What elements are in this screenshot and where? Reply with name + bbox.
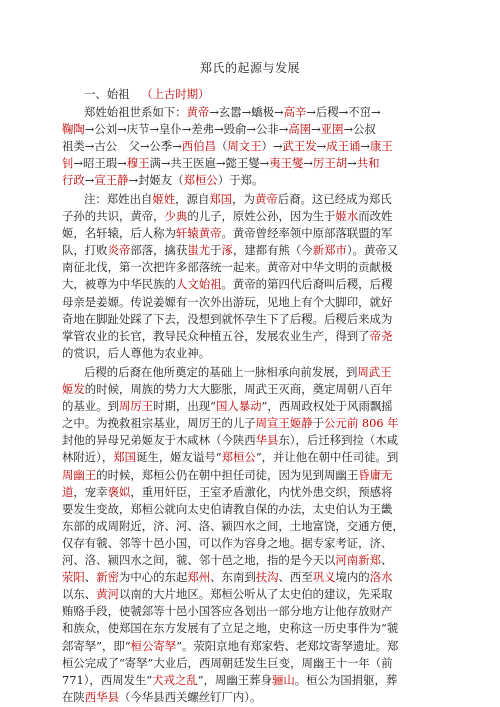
text-span: ，源自 [175,192,210,206]
text-line [62,345,462,362]
hyperlink[interactable]: 道 [62,484,74,499]
hyperlink[interactable]: 宣王静 [94,173,129,188]
hyperlink[interactable]: 姬水 [335,209,359,224]
text-line [62,501,462,518]
text-span: 于 [312,416,325,431]
text-span: 郐寄孥”，即“ [62,638,131,653]
text-span: ”，周幽王葬身 [197,672,272,687]
text-span: →玄嚣→蟜极→ [209,105,284,119]
text-span: 诞生，姬友谥号“ [136,450,222,465]
text-span: ，宠幸 [73,484,108,499]
text-line [62,484,462,501]
text-line [62,449,462,466]
text-span: 时期，出现“ [153,399,216,414]
text-span: → [316,139,327,154]
text-span: 。黄帝曾经率领中原部落联盟的军 [221,226,393,241]
text-line [62,569,462,586]
hyperlink[interactable]: 黄帝 [254,192,278,206]
hyperlink[interactable]: 巩义 [312,570,336,585]
hyperlink[interactable]: 行政 [62,173,85,188]
text-span: →昭王瑕→ [73,156,127,171]
text-span: （ [215,139,228,154]
text-span: 的时候，郑桓公仍在朝中担任司徒，因为见到周幽王 [96,467,359,482]
text-span: 为中心的东起 [119,570,188,585]
text-span: 祖类→古公 父→公季→ [62,139,182,154]
text-span: 贿赂手段，使虢郐等十邑小国答应各划出一部分地方让他存放财产 [62,604,393,619]
hyperlink[interactable]: 郑国 [113,450,137,465]
text-line [62,535,462,552]
text-span: 、东南到 [210,570,256,585]
text-span: 奇地在脚趾处踩了下去，没想到就怀孕生下了后稷。后稷后来成为 [62,311,393,326]
text-span: 境内的 [335,570,370,585]
text-span: 771），西周发生“ [62,672,153,687]
text-span: 的时候，周族的势力大大膨胀，周武王灭商，奠定周朝八百年 [84,382,393,397]
section-heading [62,86,462,103]
hyperlink[interactable]: 共和 [356,156,380,171]
hyperlink[interactable]: 新密 [96,570,119,585]
text-line [62,415,462,432]
lineage-paragraph [62,104,462,189]
heading-label: 一、始祖 [84,87,130,101]
hyperlink[interactable]: 郑桓公 [221,450,256,465]
text-line [62,191,462,208]
text-span: 满→共王医扈→懿王燮→ [149,156,270,171]
hyperlink[interactable]: 公元前 806 年 [324,416,399,431]
note-paragraph [62,191,462,362]
text-span: 桓公完成了“寄孥”大业后，西周朝廷发生巨变，周幽王十一年（前 [62,655,393,670]
text-line [62,121,462,138]
hyperlink[interactable]: 高辛 [283,105,307,119]
text-line [62,311,462,328]
text-span: 而改姓 [358,209,393,224]
hyperlink[interactable]: 桓公寄孥 [130,638,177,653]
text-span: 郑姓始祖世系如下： [84,105,187,119]
text-span: 以东、 [62,587,97,602]
hyperlink[interactable]: 姬姓 [152,192,176,206]
hyperlink[interactable]: 少典 [164,209,188,224]
text-line [62,620,462,637]
hyperlink[interactable]: 康王 [369,139,393,154]
text-line [62,328,462,345]
text-span: 大，被尊为中华民族的 [62,277,176,292]
hyperlink[interactable]: 穆王 [126,156,150,171]
text-span: 母亲是姜嫄。传说姜嫄有一次外出游玩，见地上有个大脚印，就好 [62,294,393,309]
text-line [62,398,462,415]
text-span: 、西至 [278,570,313,585]
document-title: 郑氏的起源与发展 [199,61,300,75]
text-line [62,689,462,706]
text-line [62,225,462,242]
text-span: ”。荥阳京地有郑家砦、老郑坟寄孥遗址。郑 [176,638,399,653]
hyperlink[interactable]: 郑国 [209,192,233,206]
text-line [62,432,462,449]
hyperlink[interactable]: 昏庸无 [358,467,393,482]
text-span: →后稷→不窋→ [306,105,381,119]
text-span: ”，西周政权处于风雨飘摇 [261,399,393,414]
hyperlink[interactable]: 洛水 [369,570,393,585]
hyperlink[interactable]: 炎帝 [107,243,131,258]
text-span: 东部的成周附近，济、河、洛、颍四水之间，土地富饶，交通方便， [62,518,404,533]
hyperlink[interactable]: 姬发 [62,382,85,397]
text-span: ，为 [232,192,255,206]
hyperlink[interactable]: 周文王 [227,139,262,154]
hyperlink[interactable]: 亚圉 [320,122,344,137]
hyperlink[interactable]: 夷王燮 [269,156,304,171]
hyperlink[interactable]: 骊山 [271,672,295,687]
text-line [62,155,462,172]
text-span: → [347,156,357,171]
text-span: 在陕 [62,689,85,704]
hyperlink[interactable]: 西华县 [84,689,119,704]
text-span: ，重用奸臣，王室矛盾激化，内忧外患交织，预感将 [130,484,393,499]
text-span: 后稷的后裔在他所奠定的基础上一脉相承向前发展，到 [84,365,358,379]
text-line [62,208,462,225]
text-span: 南征北伐，第一次把许多部落统一起来。黄帝对中华文明的贡献极 [62,260,393,275]
text-span: ）→ [261,139,283,154]
text-span: 掌管农业的长官，教导民众种植五谷，发展农业生产，得到了 [62,328,370,343]
text-span: 的儿子，原姓公孙，因为生于 [187,209,336,224]
text-span: （今华县西关螺丝钉厂内）。 [118,689,262,704]
text-span: ）于郑。 [217,173,264,188]
hyperlink[interactable]: 涿 [221,243,233,258]
text-span: 封他的异母兄弟姬友于木咸林（今陕西 [62,433,256,448]
text-span: 于 [210,243,222,258]
hyperlink[interactable]: 荥阳 [62,570,85,585]
text-span: 之中。为挽救祖宗基业，周厉王的儿子 [62,416,256,431]
text-line [62,381,462,398]
text-line [62,467,462,484]
text-line [62,172,462,189]
hyperlink[interactable]: 犬戎之乱 [152,672,198,687]
text-line [62,104,462,121]
text-span: 注：郑姓出自 [84,192,153,206]
text-span: 。桓公为国捐躯，葬 [294,672,398,687]
text-line [62,603,462,620]
hyperlink[interactable]: 厉王胡 [312,156,348,171]
text-span: →封姬友（ [128,173,184,188]
text-span: →公叔 [343,122,376,137]
text-line [62,364,462,381]
hyperlink[interactable]: 褒姒 [107,484,131,499]
text-span: → [84,173,95,188]
hyperlink[interactable]: 鞠陶 [62,122,85,137]
text-span: ）。黄帝又 [346,243,399,258]
hyperlink[interactable]: 武王发 [282,139,317,154]
hyperlink[interactable]: 蚩尤 [187,243,211,258]
text-span: →公刘→庆节→皇仆→差弗→毁俞→公非→ [84,122,289,137]
text-span: ，建都有熊（今 [232,243,313,258]
hyperlink[interactable]: 郑桓公 [183,173,218,188]
text-span: 、 [380,553,393,568]
text-line [62,276,462,293]
text-span: 的基业。到 [62,399,119,414]
hyperlink[interactable]: 新郑市 [312,243,347,258]
text-span: 要发生变故，郑桓公就向太史伯请教自保的办法，太史伯认为王畿 [62,501,393,516]
text-line [62,638,462,655]
text-span: 东），后迁移到捡（木咸 [278,433,399,448]
text-span: 子孙的共识，黄帝， [62,209,165,224]
text-line [62,672,462,689]
hyperlink[interactable]: 郑州 [187,570,211,585]
text-span: 、 [84,570,97,585]
text-span: 队，打败 [62,243,108,258]
hyperlink[interactable]: 成王诵 [326,139,361,154]
history-paragraph [62,364,462,706]
text-span: 仅存有虢、邻等十邑小国，可以作为容身之地。据专家考证，济、 [62,535,393,550]
text-span: → [303,156,313,171]
text-span: 姬，名轩辕，后人称为 [62,226,176,241]
hyperlink[interactable]: 周幽王 [62,467,97,482]
hyperlink[interactable]: 高圉 [288,122,312,137]
hyperlink[interactable]: 人文始祖 [175,277,222,292]
text-line [62,586,462,603]
text-line [62,259,462,276]
hyperlink[interactable]: 帝尧 [369,328,393,343]
text-span: 。黄帝的第四代后裔叫后稷，后稷 [221,277,393,292]
hyperlink[interactable]: 周宣王姬静 [255,416,313,431]
hyperlink[interactable]: 黄帝 [186,105,210,119]
text-span: 以南的大片地区。郑桓公听从了太史伯的建议，先采取 [118,587,393,602]
text-line [62,655,462,672]
heading-period-link[interactable]: （上古时期） [141,87,210,101]
text-line [62,138,462,155]
hyperlink[interactable]: 国人暴动 [215,399,262,414]
hyperlink[interactable]: 轩辕黄帝 [175,226,222,241]
hyperlink[interactable]: 西伯昌 [181,139,216,154]
hyperlink[interactable]: 河南新郑 [335,553,381,568]
text-span: 河、洛、颍四水之间，虢、邻十邑之地，指的是今天以 [62,553,336,568]
hyperlink[interactable]: 周武王 [357,365,392,379]
text-span: ”，并让他在朝中任司徒。到 [255,450,399,465]
text-span: 部落，擒获 [130,243,188,258]
text-line [62,518,462,535]
hyperlink[interactable]: 黄河 [96,587,119,602]
text-span: → [360,139,370,154]
text-line [62,552,462,569]
hyperlink[interactable]: 华县 [255,433,279,448]
text-line [62,242,462,259]
hyperlink[interactable]: 扶沟 [255,570,279,585]
text-span: 林附近）， [62,450,114,465]
text-span: 后裔。这已经成为郑氏 [277,192,392,206]
hyperlink[interactable]: 周厉王 [118,399,154,414]
text-span: → [311,122,321,137]
text-span: 和族众，使郑国在东方发展有了立足之地，史称这一历史事件为“虢 [62,621,399,636]
hyperlink[interactable]: 钊 [62,156,74,171]
text-span: 的赏识，后人尊他为农业神。 [62,345,211,360]
text-line [62,294,462,311]
